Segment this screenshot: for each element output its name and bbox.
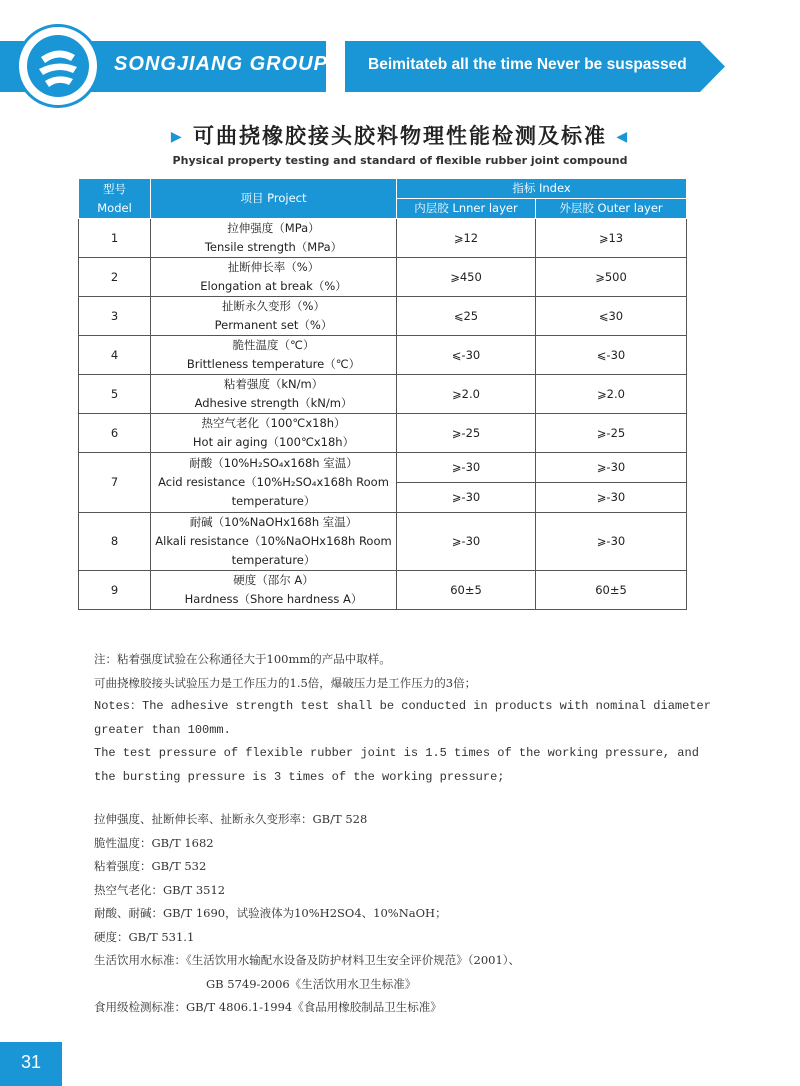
standards-section: [94, 808, 714, 1020]
project-en: Permanent set（%）: [214, 318, 333, 332]
cell-outer: ⩾13: [536, 219, 687, 258]
table-row: [79, 297, 687, 336]
company-logo: [16, 24, 100, 108]
table-row: [79, 571, 687, 610]
standard-line: 耐酸、耐碱：GB/T 1690，试验液体为10%H2SO4、10%NaOH；: [94, 906, 447, 920]
cell-project: [151, 297, 397, 336]
project-zh: 耐酸（10%H₂SO₄x168h 室温）: [189, 456, 358, 470]
note-en: the bursting pressure is 3 times of the working pressure;: [94, 769, 505, 784]
table-row: [79, 336, 687, 375]
cell-project: [151, 453, 397, 513]
page-number: 31: [20, 1052, 42, 1072]
property-table: [78, 178, 687, 610]
cell-outer: ⩾-30: [536, 453, 687, 483]
title-zh: 可曲挠橡胶接头胶料物理性能检测及标准: [193, 124, 607, 148]
triangle-left-icon: ◀: [616, 129, 630, 145]
cell-model: 8: [79, 513, 151, 571]
header-model-en: Model: [97, 200, 132, 215]
page-title: [0, 120, 800, 150]
cell-project: [151, 375, 397, 414]
cell-model: 5: [79, 375, 151, 414]
cell-outer: 60±5: [536, 571, 687, 610]
slogan: Beimitateb all the time Never be suspassed: [368, 56, 687, 73]
cell-project: [151, 219, 397, 258]
cell-inner: ⩾-30: [397, 513, 536, 571]
note-zh: 可曲挠橡胶接头试验压力是工作压力的1.5倍，爆破压力是工作压力的3倍；: [94, 675, 477, 690]
cell-model: 7: [79, 453, 151, 513]
project-zh: 耐碱（10%NaOHx168h 室温）: [189, 515, 358, 529]
cell-inner: ⩽-30: [397, 336, 536, 375]
cell-project: [151, 571, 397, 610]
cell-outer: ⩽30: [536, 297, 687, 336]
cell-inner: 60±5: [397, 571, 536, 610]
project-en: Elongation at break（%）: [200, 279, 347, 293]
cell-outer: ⩽-30: [536, 336, 687, 375]
cell-project: [151, 336, 397, 375]
cell-project: [151, 513, 397, 571]
cell-inner: ⩾-30: [397, 453, 536, 483]
project-en: Acid resistance（10%H₂SO₄x168h Room: [158, 475, 389, 489]
cell-model: 1: [79, 219, 151, 258]
triangle-right-icon: ▶: [170, 129, 184, 145]
table-row: [79, 453, 687, 483]
note-en: greater than 100mm.: [94, 722, 231, 737]
cell-outer: ⩾500: [536, 258, 687, 297]
note-en: Notes：The adhesive strength test shall be conducted in products with nominal diameter: [94, 699, 711, 713]
cell-model: 4: [79, 336, 151, 375]
cell-model: 9: [79, 571, 151, 610]
logo-emblem-icon: [27, 35, 89, 97]
table-row: [79, 258, 687, 297]
standard-line: GB 5749-2006《生活饮用水卫生标准》: [206, 976, 417, 991]
page-subtitle: Physical property testing and standard of flexible rubber joint compound: [172, 154, 628, 167]
title-block: [0, 120, 800, 167]
cell-inner: ⩾-25: [397, 414, 536, 453]
table-row: [79, 513, 687, 571]
cell-outer: ⩾-25: [536, 414, 687, 453]
cell-model: 2: [79, 258, 151, 297]
table-row: [79, 375, 687, 414]
cell-project: [151, 258, 397, 297]
cell-model: 3: [79, 297, 151, 336]
note-en: The test pressure of flexible rubber joint is 1.5 times of the working pressure, and: [94, 746, 699, 760]
cell-outer: ⩾-30: [536, 513, 687, 571]
standard-line: 硬度：GB/T 531.1: [94, 929, 195, 944]
table-row: [79, 414, 687, 453]
brand-name: SONGJIANG GROUP: [114, 53, 328, 75]
header-project: 项目 Project: [151, 179, 397, 219]
table-header-row: [79, 179, 687, 199]
standard-line: 食用级检测标准：GB/T 4806.1-1994《食品用橡胶制品卫生标准》: [94, 1000, 442, 1014]
header-inner: 内层胶 Lnner layer: [397, 199, 536, 219]
standard-line: 粘着强度：GB/T 532: [94, 859, 207, 873]
project-en-cont: temperature）: [231, 494, 316, 508]
header-model: [79, 179, 151, 219]
project-en: Hot air aging（100℃x18h）: [192, 435, 355, 449]
cell-inner: ⩽25: [397, 297, 536, 336]
project-zh: 粘着强度（kN/m）: [223, 377, 324, 391]
note-zh: 注：粘着强度试验在公称通径大于100mm的产品中取样。: [94, 652, 391, 666]
project-en: Hardness（Shore hardness A）: [184, 592, 363, 606]
cell-inner: ⩾450: [397, 258, 536, 297]
project-zh: 脆性温度（℃）: [232, 338, 315, 352]
cell-outer: ⩾2.0: [536, 375, 687, 414]
project-zh: 扯断伸长率（%）: [227, 260, 320, 274]
cell-inner: ⩾2.0: [397, 375, 536, 414]
project-en-cont: temperature）: [231, 553, 316, 567]
project-zh: 硬度（邵尔 A）: [233, 573, 314, 587]
cell-inner: ⩾12: [397, 219, 536, 258]
project-en: Adhesive strength（kN/m）: [194, 396, 353, 410]
project-zh: 拉伸强度（MPa）: [227, 221, 320, 235]
standard-line: 拉伸强度、扯断伸长率、扯断永久变形率：GB/T 528: [94, 812, 368, 826]
project-zh: 扯断永久变形（%）: [222, 299, 325, 313]
header-model-zh: 型号: [103, 181, 126, 196]
project-en: Tensile strength（MPa）: [204, 240, 343, 254]
table-row: [79, 219, 687, 258]
project-en: Brittleness temperature（℃）: [186, 357, 361, 371]
standard-line: 热空气老化：GB/T 3512: [94, 882, 226, 897]
header-index: 指标 Index: [397, 179, 687, 199]
cell-outer: ⩾-30: [536, 483, 687, 513]
project-en: Alkali resistance（10%NaOHx168h Room: [155, 534, 392, 548]
header-outer: 外层胶 Outer layer: [536, 199, 687, 219]
cell-inner: ⩾-30: [397, 483, 536, 513]
cell-project: [151, 414, 397, 453]
project-zh: 热空气老化（100℃x18h）: [201, 416, 346, 430]
standard-line: 脆性温度：GB/T 1682: [94, 835, 214, 850]
standard-line: 生活饮用水标准：《生活饮用水输配水设备及防护材料卫生安全评价规范》（2001）、: [94, 953, 521, 967]
cell-model: 6: [79, 414, 151, 453]
notes-section: [94, 648, 714, 789]
